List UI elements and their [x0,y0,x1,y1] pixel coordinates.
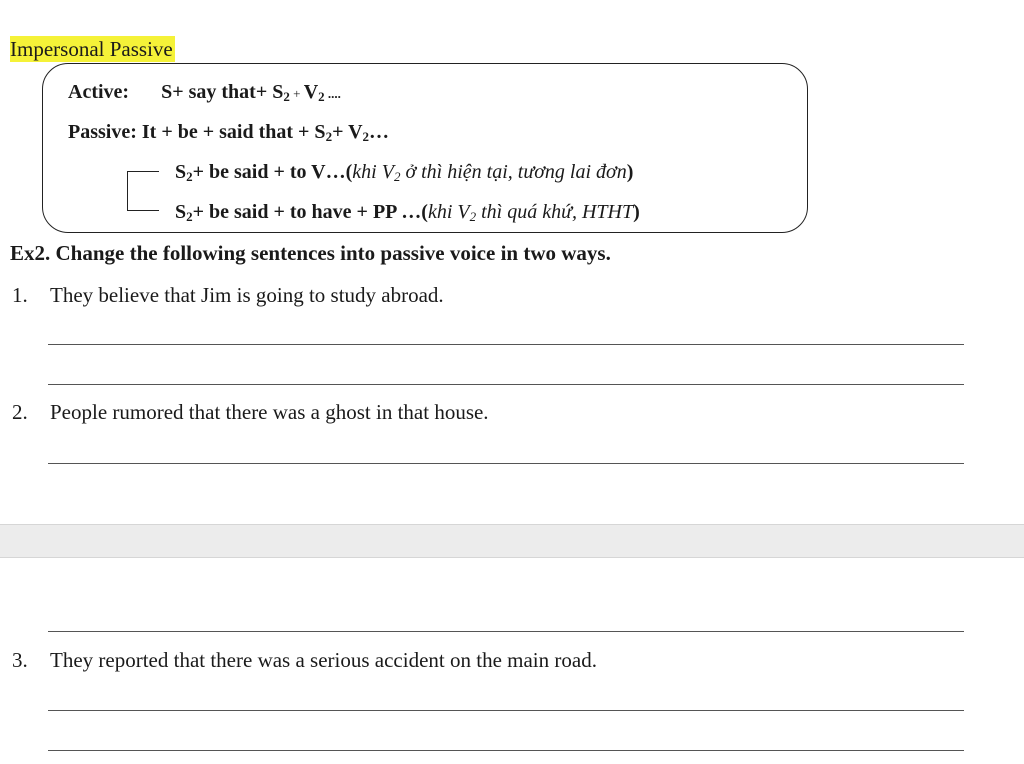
active-plus: + [289,86,304,101]
option-close: ) [626,161,634,183]
option-close: ) [633,201,640,223]
exercise-heading: Ex2. Change the following sentences into passive voice in two ways. [10,241,611,265]
active-subscript: 2 [283,89,290,104]
passive-formula-part: It + be + said that + S [136,121,326,143]
question-text: People rumored that there was a ghost in that house. [50,400,489,424]
option-note-subscript: 2 [393,169,401,184]
option-subscript: 2 [186,209,193,224]
passive-rule [68,120,389,149]
answer-line-3a[interactable] [48,710,964,711]
passive-tail: … [369,121,390,143]
answer-line-2a[interactable] [48,463,964,464]
passive-formula-part: + V [332,121,363,143]
passive-subscript: 2 [325,129,333,144]
option-subject: S [175,161,187,183]
option-note: ở thì hiện tại, tương lai đơn [400,161,627,183]
option-note: khi V [427,201,470,223]
question-2 [12,399,489,425]
active-formula-part: S+ say that+ S [161,81,284,103]
question-number: 1. [12,283,28,307]
options-bracket [127,171,159,211]
option-formula: + be said + to have + PP …( [192,201,428,223]
option-formula: + be said + to V…( [192,161,353,183]
passive-option-1 [175,160,633,189]
question-number: 2. [12,400,28,424]
answer-line-3b[interactable] [48,750,964,751]
passive-subscript: 2 [362,129,370,144]
question-3 [12,647,597,673]
answer-line-1b[interactable] [48,384,964,385]
active-subscript: 2 [318,89,325,104]
question-number: 3. [12,648,28,672]
question-text: They believe that Jim is going to study abroad. [50,283,444,307]
passive-option-2 [175,200,640,229]
option-note: thì quá khứ, HTHT [476,201,634,223]
question-1 [12,282,444,308]
answer-line-2b[interactable] [48,631,964,632]
passive-label: Passive: [68,121,137,143]
active-rule [68,80,341,109]
option-note: khi V [352,161,394,183]
page-break [0,524,1024,558]
active-formula-part: V [303,81,319,103]
option-note-subscript: 2 [469,209,477,224]
question-text: They reported that there was a serious accident on the main road. [50,648,597,672]
section-title: Impersonal Passive [10,37,173,61]
option-subscript: 2 [186,169,193,184]
answer-line-1a[interactable] [48,344,964,345]
active-tail: .... [324,86,341,101]
option-subject: S [175,201,187,223]
active-label: Active: [68,81,130,103]
